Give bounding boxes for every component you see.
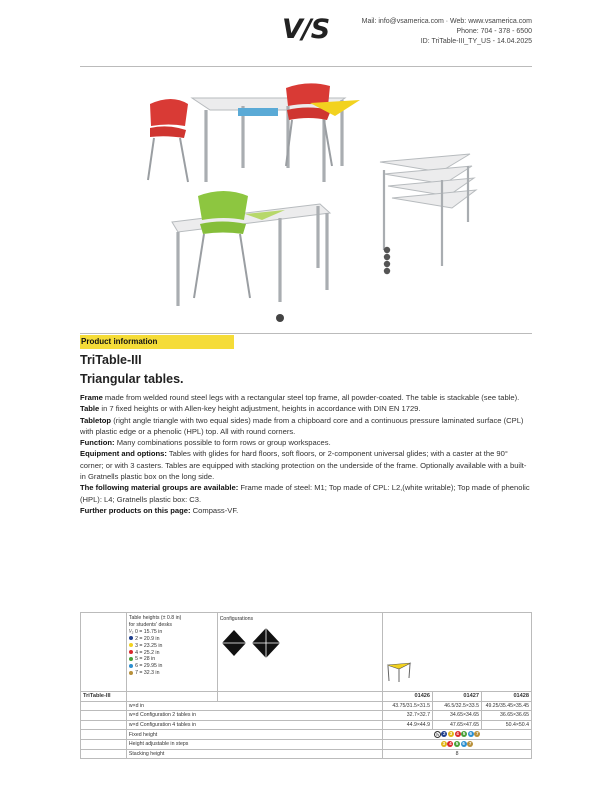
document-id: ID: TriTable-III_TY_US - 14.04.2025 [420, 38, 532, 45]
spec-codes-row [81, 692, 532, 702]
product-information-badge: Product information [80, 335, 234, 349]
spec-row: w×d in 43.75/31.5×31.5 46.5/32.5×33.5 49.25/35.45×35.45 [81, 701, 532, 711]
product-subtitle: Triangular tables. [80, 372, 184, 386]
height-item: 2 = 20.9 in [129, 636, 215, 643]
product-title: TriTable-III [80, 353, 142, 367]
stacked-tables [380, 154, 476, 266]
description-function: Function: Many combinations possible to form rows or group workspaces. [80, 438, 331, 448]
code-01427: 01427 [433, 692, 482, 702]
spec-row-stacking: Stacking height 8 [81, 749, 532, 759]
configurations-label: Configurations [219, 616, 254, 622]
description-further-products: Further products on this page: Compass-VF. [80, 505, 239, 515]
contact-info [362, 17, 532, 47]
description-tabletop: Tabletop (right angle triangle with two equal sides) made from a chipboard core and a continuous pressure laminated surface (CPL) with plastic edge or a phenolic (HPL) top. All with round corners. [80, 415, 524, 436]
spec-row-fixed-height: Fixed height ½ 2 3 4 5 6 7 [81, 730, 532, 740]
vs-logo: V/S [282, 14, 330, 45]
spec-product-name: TriTable-III [81, 692, 127, 702]
stacking-height-value: 8 [383, 749, 532, 759]
spec-row-adjustable: Height adjustable in steps 3 4 5 6 7 [81, 739, 532, 749]
description-frame: Frame made from welded round steel legs with a rectangular steel top frame, all powder-coated. The table is stackable (see table). [80, 393, 520, 402]
product-photo [80, 70, 532, 332]
product-sketch-cell [383, 613, 532, 692]
code-01428: 01428 [481, 692, 531, 702]
description-table: Table in 7 fixed heights or with Allen-key height adjustment, heights in accordance with DIN EN 1729. [80, 404, 421, 414]
description-materials: The following material groups are available: Frame made of steel: M1; Top made of CPL: L2,(white writable); Top made of phenolic (HPL): L4; Gratnells plastic box: C3. [80, 483, 530, 504]
height-item: 3 = 23.25 in [129, 643, 215, 650]
height-item: 6 = 29.95 in [129, 663, 215, 670]
height-item: ¹⁄₂ 0 = 15.75 in [128, 628, 163, 635]
table-heights-cell [126, 613, 217, 692]
code-01426: 01426 [383, 692, 433, 702]
product-description [80, 392, 532, 516]
table-heights-subtitle: for students' desks [128, 621, 172, 628]
section-divider [80, 333, 532, 334]
height-item: 4 = 25.2 in [129, 650, 215, 657]
configurations-cell [217, 613, 382, 692]
spec-header-row [81, 613, 532, 692]
adjustable-height-markers: 3 4 5 6 7 [383, 739, 532, 749]
green-chair [194, 191, 250, 298]
spec-table [80, 612, 532, 759]
fixed-height-markers: ½ 2 3 4 5 6 7 [383, 730, 532, 740]
left-back-chair [148, 99, 188, 182]
table-sketch-icon [385, 661, 413, 683]
height-item: 7 = 32.3 in [129, 670, 215, 677]
contact-phone: Phone: 704 - 378 - 6500 [456, 28, 532, 35]
spec-row: w×d Configuration 2 tables in 32.7×32.7 34.65×34.65 36.65×36.65 [81, 711, 532, 721]
configuration-diagrams [220, 626, 282, 660]
stack-casters [384, 247, 390, 274]
gratnells-box [238, 108, 278, 116]
top-divider [80, 66, 532, 67]
contact-mail-web: Mail: info@vsamerica.com · Web: www.vsamerica.com [361, 18, 532, 25]
description-equipment: Equipment and options: Tables with glides for hard floors, soft floors, or 2-component universal glides; with a caster at the 90° corner; or with 3 casters. Tables are equipped with stacking protection on the underside of the frame. Optionally available with a built-in Gratnells plastic box on the long side. [80, 449, 527, 482]
table-heights-title: Table heights (± 0.8 in) [128, 615, 182, 621]
spec-row: w×d Configuration 4 tables in 44.9×44.9 47.65×47.65 50.4×50.4 [81, 720, 532, 730]
height-item: 5 = 28 in [129, 656, 215, 663]
